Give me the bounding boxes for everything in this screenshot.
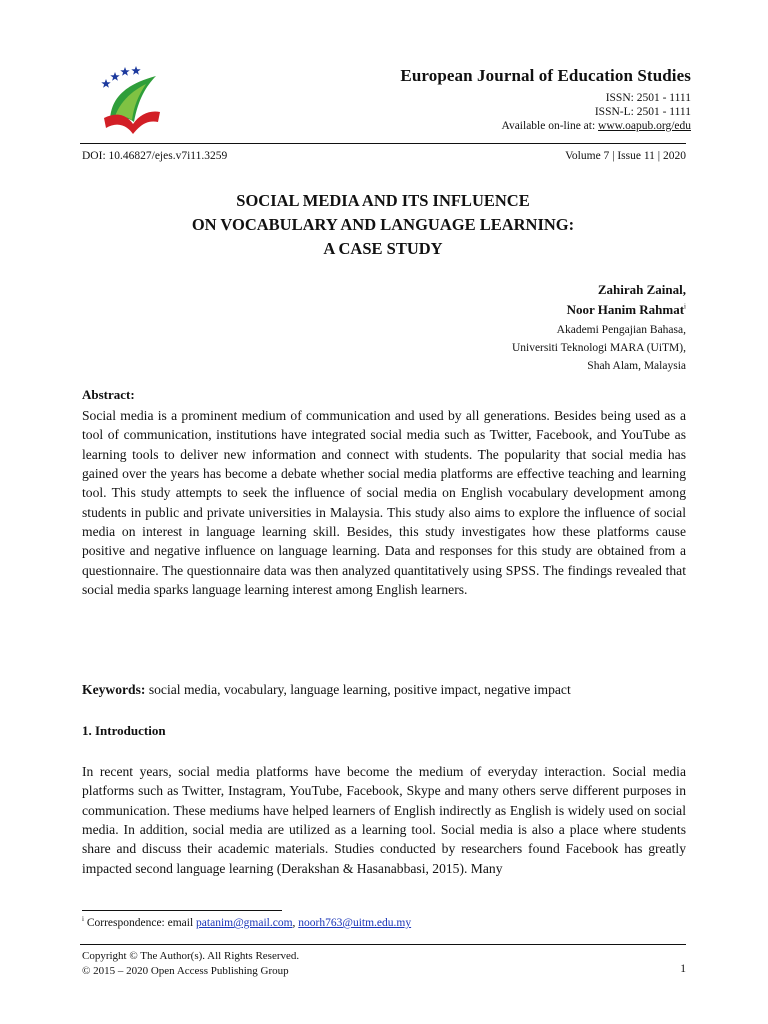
author-1: Zahirah Zainal, — [597, 282, 686, 297]
logo-star-2 — [110, 72, 119, 81]
journal-header — [400, 66, 691, 133]
footer-rule — [80, 944, 686, 945]
author-block — [512, 280, 686, 375]
paper-title — [80, 189, 686, 261]
available-label: Available on-line at: — [501, 120, 599, 132]
keywords-list: social media, vocabulary, language learning, positive impact, negative impact — [145, 682, 571, 697]
section-heading-introduction: 1. Introduction — [82, 723, 166, 738]
copyright-block — [82, 949, 299, 978]
logo-star-4 — [131, 66, 140, 75]
email-link-1[interactable]: patanim@gmail.com — [196, 917, 293, 929]
author-2: Noor Hanim Rahmat — [566, 302, 685, 317]
copyright-line-2: © 2015 – 2020 Open Access Publishing Group — [82, 964, 289, 977]
title-line-2: ON VOCABULARY AND LANGUAGE LEARNING: — [191, 215, 575, 234]
author-footnote-marker: i — [684, 302, 686, 311]
affiliation-line-2: Universiti Teknologi MARA (UiTM), — [511, 342, 686, 354]
doi: DOI: 10.46827/ejes.v7i11.3259 — [82, 150, 228, 162]
author-2-line — [512, 300, 686, 320]
journal-logo — [86, 62, 164, 140]
abstract-heading: Abstract: — [82, 387, 135, 402]
footnote-label: Correspondence: email — [83, 917, 197, 929]
footnote-rule — [82, 910, 282, 911]
abstract-text: Social media is a prominent medium of communication and used by all generations. Besides being used as a tool of communication, institutions have integrated social media such as Twitter, Facebook, and YouTube as learning tools to deliver new information and connect with students. The popularity that social media has gained over the years has become a debate whether social media platforms are effective teaching and learning tool. This study attempts to seek the influence of social media on English vocabulary development among students in public and private universities in Malaysia. This study also aims to explore the influence of social media on interest in language learning skill. Besides, this study investigates how these platforms cause positive and negative influence on language learning. Data and responses for this study are obtained from a questionnaire. The questionnaire data was then analyzed quantitatively using SPSS. The findings revealed that social media sparks language learning interest among English learners. — [82, 408, 686, 598]
issn: ISSN: 2501 - 1111 — [605, 92, 691, 104]
footnote — [82, 917, 411, 929]
journal-title: European Journal of Education Studies — [400, 66, 691, 85]
introduction-text: In recent years, social media platforms have become the medium of everyday interaction. Social media platforms such as Twitter, Instagram, YouTube, Facebook, Skype and many others serve different purposes in communication. These mediums have helped learners of English indirectly as English is widely used on social media. In addition, social media are utilized as a learning tool. Social media is also a place where students share and discuss their academic materials. Studies conducted by researchers found Facebook has greatly impacted second language learning (Derakshan & Hasanabbasi, 2015). Many — [82, 764, 686, 876]
journal-url-link[interactable]: www.oapub.org/edu — [598, 120, 691, 132]
copyright-line-1: Copyright © The Author(s). All Rights Reserved. — [82, 950, 300, 962]
affiliation-line-1: Akademi Pengajian Bahasa, — [556, 324, 686, 336]
header-rule — [80, 143, 686, 144]
logo-star-3 — [120, 67, 129, 76]
email-link-2[interactable]: noorh763@uitm.edu.my — [298, 917, 412, 929]
keywords-label: Keywords: — [82, 682, 146, 697]
issn-l: ISSN-L: 2501 - 1111 — [594, 106, 691, 118]
keywords — [82, 682, 686, 698]
available-online — [400, 119, 691, 133]
volume-issue: Volume 7 | Issue 11 | 2020 — [565, 150, 686, 162]
logo-star-1 — [101, 79, 110, 88]
footnote-separator: , — [292, 917, 299, 929]
page-number: 1 — [680, 963, 686, 975]
footnote-marker: i — [82, 915, 84, 924]
title-line-1: SOCIAL MEDIA AND ITS INFLUENCE — [236, 191, 530, 210]
title-line-3: A CASE STUDY — [323, 239, 443, 258]
affiliation-line-3: Shah Alam, Malaysia — [587, 360, 686, 372]
